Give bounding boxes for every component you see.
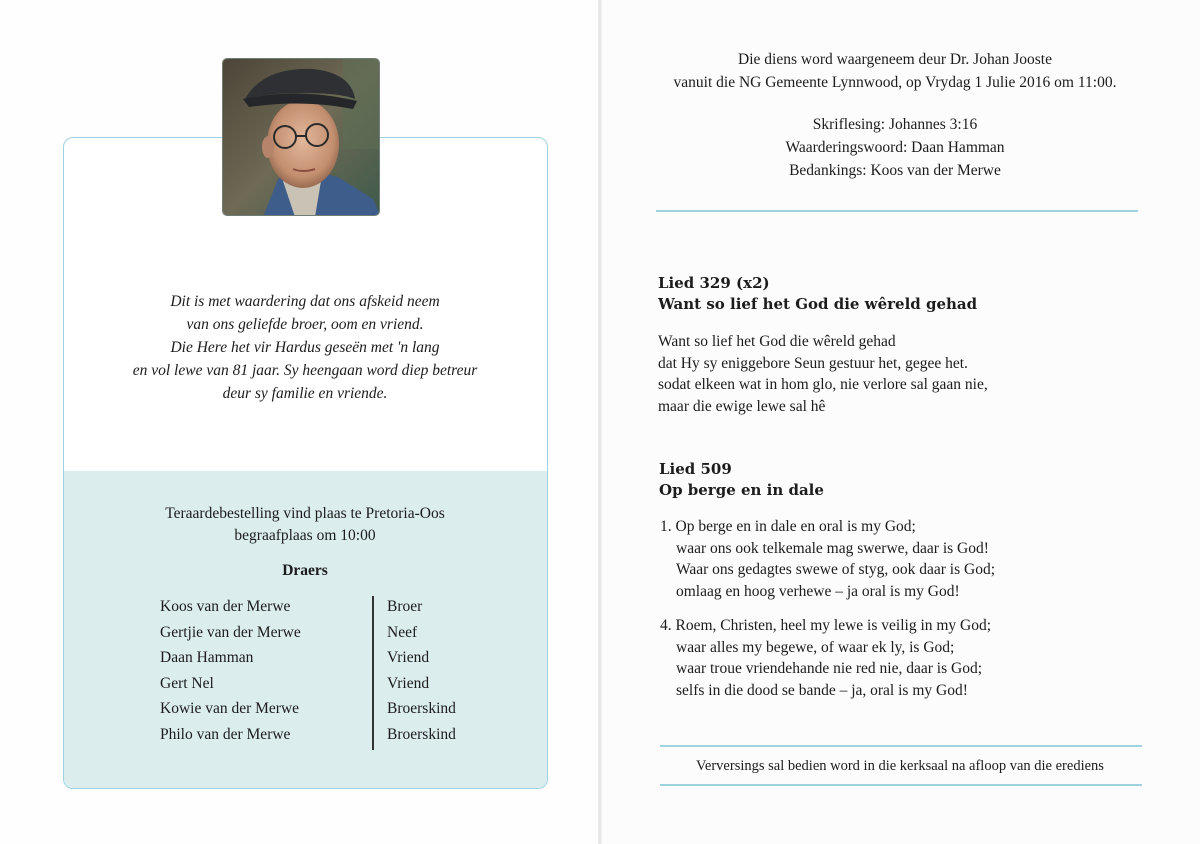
tribute-line: Die Here het vir Hardus geseën met 'n lang xyxy=(170,339,440,356)
bearer-relation: Broerskind xyxy=(387,725,456,743)
bearer-relation: Neef xyxy=(387,623,418,641)
reading-line: Bedankings: Koos van der Merwe xyxy=(789,162,1001,179)
list-item xyxy=(160,726,490,752)
bearers-list xyxy=(160,598,490,751)
tribute-line: deur sy familie en vriende. xyxy=(222,385,388,402)
bearer-relation: Vriend xyxy=(387,674,430,692)
hymn-verse-4 xyxy=(660,615,991,701)
bearer-name: Gert Nel xyxy=(160,674,214,692)
lyric-line: 1. Op berge en in dale en oral is my God; xyxy=(660,518,916,535)
service-info xyxy=(650,48,1140,94)
hymn-title: Op berge en in dale xyxy=(659,481,824,499)
list-item xyxy=(160,649,490,675)
burial-line: begraafplaas om 10:00 xyxy=(234,527,376,544)
lyric-line: sodat elkeen wat in hom glo, nie verlore sal gaan nie, xyxy=(658,376,988,393)
bearer-relation: Broer xyxy=(387,598,423,615)
hymn-number: Lied 329 (x2) xyxy=(658,274,770,292)
burial-info xyxy=(120,503,490,547)
tribute-text xyxy=(120,290,490,405)
list-item xyxy=(160,700,490,726)
bearer-name: Philo van der Merwe xyxy=(160,725,291,743)
list-item xyxy=(160,598,490,624)
divider-line xyxy=(660,745,1142,747)
hymn-lyrics xyxy=(658,331,988,417)
lyric-line: omlaag en hoog verhewe – ja oral is my God! xyxy=(676,582,960,600)
order-of-service xyxy=(650,113,1140,182)
bearers-heading: Draers xyxy=(282,562,328,579)
bearer-name: Koos van der Merwe xyxy=(160,598,291,615)
lyric-line: Want so lief het God die wêreld gehad xyxy=(658,333,896,350)
lyric-line: 4. Roem, Christen, heel my lewe is veilig in my God; xyxy=(660,617,992,634)
page-fold xyxy=(598,0,602,844)
lyric-line: dat Hy sy eniggebore Seun gestuur het, gegee het. xyxy=(658,354,968,372)
service-line: Die diens word waargeneem deur Dr. Johan Jooste xyxy=(738,51,1052,68)
bearer-relation: Broerskind xyxy=(387,700,456,717)
divider-line xyxy=(660,784,1142,786)
hymn-verse-1 xyxy=(660,516,995,602)
bearers-divider xyxy=(372,596,374,750)
hymn-title: Want so lief het God die wêreld gehad xyxy=(658,295,978,313)
refreshments-note: Verversings sal bedien word in die kerksaal na afloop van die erediens xyxy=(696,758,1104,774)
service-line: vanuit die NG Gemeente Lynnwood, op Vrydag 1 Julie 2016 om 11:00. xyxy=(673,74,1117,91)
lyric-line: Waar ons gedagtes swewe of styg, ook daar is God; xyxy=(676,561,996,578)
lyric-line: waar alles my begewe, of waar ek ly, is God; xyxy=(676,638,955,656)
lyric-line: maar die ewige lewe sal hê xyxy=(658,397,826,415)
lyric-line: selfs in die dood se bande – ja, oral is my God! xyxy=(676,681,968,699)
list-item xyxy=(160,675,490,701)
portrait-photo xyxy=(222,58,380,216)
hymn-number: Lied 509 xyxy=(659,460,732,478)
bearer-name: Gertjie van der Merwe xyxy=(160,623,301,641)
list-item xyxy=(160,624,490,650)
reading-line: Skriflesing: Johannes 3:16 xyxy=(812,116,978,133)
burial-line: Teraardebestelling vind plaas te Pretoria-Oos xyxy=(165,505,445,522)
tribute-line: en vol lewe van 81 jaar. Sy heengaan word diep betreur xyxy=(132,362,478,379)
bearer-name: Daan Hamman xyxy=(160,649,254,666)
reading-line: Waarderingswoord: Daan Hamman xyxy=(785,139,1005,156)
divider-line xyxy=(656,210,1138,212)
tribute-line: Dit is met waardering dat ons afskeid neem xyxy=(170,293,440,310)
bearer-relation: Vriend xyxy=(387,649,430,666)
tribute-line: van ons geliefde broer, oom en vriend. xyxy=(186,316,424,333)
lyric-line: waar ons ook telkemale mag swerwe, daar is God! xyxy=(676,539,989,557)
bearer-name: Kowie van der Merwe xyxy=(160,700,300,717)
lyric-line: waar troue vriendehande nie red nie, daar is God; xyxy=(676,660,982,677)
